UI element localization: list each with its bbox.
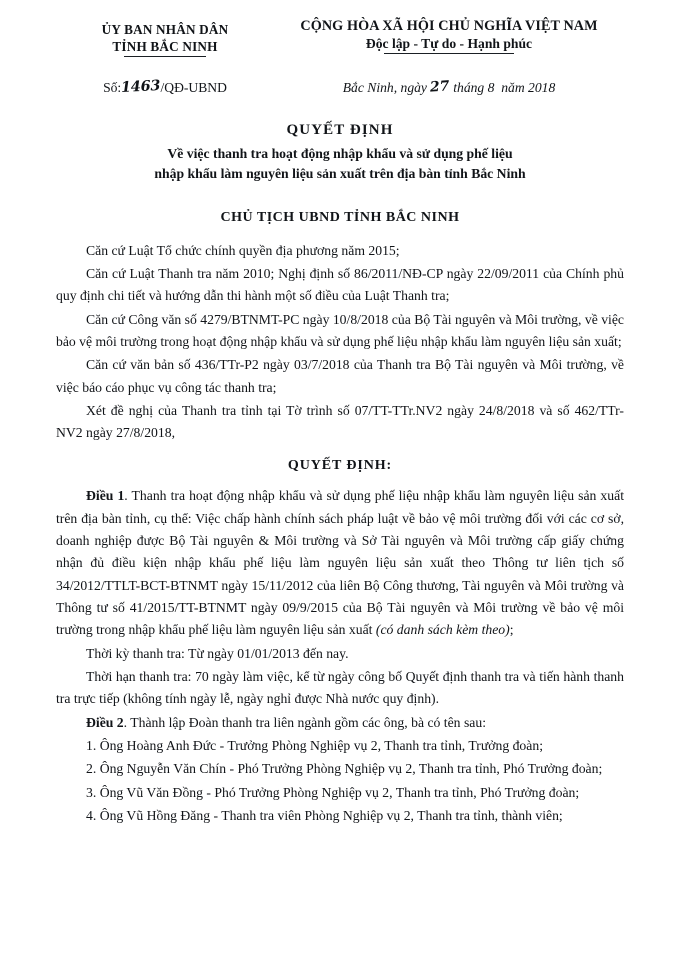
article-2: [56, 712, 624, 734]
document-subtitle: [56, 144, 624, 184]
date-prefix: Bắc Ninh, ngày: [342, 80, 427, 95]
document-date: [274, 80, 624, 96]
title-block: [56, 122, 624, 184]
issuing-organization: [56, 18, 274, 57]
preamble-paragraph-2: Căn cứ Luật Thanh tra năm 2010; Nghị định số 86/2011/NĐ-CP ngày 22/09/2011 của Chính phủ quy định chi tiết và hướng dẫn thi hành một số điều của Luật Thanh tra;: [56, 266, 624, 304]
date-year: 2018: [528, 80, 556, 95]
article-1: [56, 485, 624, 641]
date-day-handwritten: 27: [429, 78, 451, 96]
article-2-label: Điều 2: [86, 714, 124, 730]
preamble-paragraph-1: Căn cứ Luật Tổ chức chính quyền địa phương năm 2015;: [86, 242, 400, 258]
document-subtitle-line-1: Về việc thanh tra hoạt động nhập khẩu và sử dụng phế liệu: [167, 146, 513, 161]
document-subtitle-line-2: nhập khẩu làm nguyên liệu sản xuất trên địa bàn tỉnh Bắc Ninh: [154, 165, 526, 181]
page-title: QUYẾT ĐỊNH: [286, 122, 394, 138]
article-1-text: . Thanh tra hoạt động nhập khẩu và sử dụng phế liệu nhập khẩu làm nguyên liệu sản xuất trên địa bàn tỉnh, cụ thể: Việc chấp hành chính sách pháp luật về bảo vệ môi trường đối với các cơ sở, doanh nghiệp được Bộ Tài nguyên & Môi trường và Sở Tài nguyên và Môi trường cấp giấy chứng nhận đủ điều kiện nhập khẩu phế liệu làm nguyên liệu sản xuất theo Thông tư liên tịch số 34/2012/TTLT-BCT-BTNMT ngày 15/11/2012 của liên Bộ Công thương, Tài nguyên và Môi trường và Thông tư số 41/2015/TT-BTNMT ngày 09/9/2015 của Bộ Tài nguyên và Môi trường về bảo vệ môi trường trong nhập khẩu phế liệu làm nguyên liệu sản xuất: [56, 488, 624, 638]
article-1-label: Điều 1: [86, 488, 125, 504]
date-year-label: năm: [501, 80, 525, 95]
article-1-italic-note: (có danh sách kèm theo): [375, 622, 510, 638]
inspection-team-members: [56, 735, 624, 827]
decision-heading: QUYẾT ĐỊNH:: [287, 457, 393, 473]
document-number-prefix: Số:: [103, 80, 122, 95]
list-item: 2. Ông Nguyễn Văn Chín - Phó Trưởng Phòng Nghiệp vụ 2, Thanh tra tỉnh, Phó Trưởng đoàn;: [86, 761, 603, 777]
article-1-tail: ;: [509, 622, 514, 638]
list-item: 4. Ông Vũ Hồng Đăng - Thanh tra viên Phòng Nghiệp vụ 2, Thanh tra tỉnh, thành viên;: [86, 808, 563, 824]
national-motto: Độc lập - Tự do - Hạnh phúc: [362, 36, 536, 54]
date-month: 8: [487, 80, 495, 95]
national-heading: [274, 18, 624, 54]
inspection-duration: Thời hạn thanh tra: 70 ngày làm việc, kể từ ngày công bố Quyết định thanh tra và tiến hành thanh tra trực tiếp (không tính ngày lễ, ngày nghỉ được Nhà nước quy định).: [56, 669, 624, 707]
document-body: [56, 240, 624, 828]
preamble-paragraph-3: Căn cứ Công văn số 4279/BTNMT-PC ngày 10/8/2018 của Bộ Tài nguyên và Môi trường, về việc bảo vệ môi trường trong hoạt động nhập khẩu và sử dụng phế liệu nhập khẩu làm nguyên liệu sản xuất;: [56, 311, 624, 350]
document-number: [56, 76, 274, 97]
document-header: [56, 18, 624, 57]
list-item: 3. Ông Vũ Văn Đồng - Phó Trưởng Phòng Nghiệp vụ 2, Thanh tra tỉnh, Phó Trưởng đoàn;: [86, 784, 580, 800]
document-meta-row: [56, 76, 624, 97]
inspection-period: Thời kỳ thanh tra: Từ ngày 01/01/2013 đến nay.: [86, 645, 349, 661]
document-number-suffix: /QĐ-UBND: [160, 80, 227, 95]
list-item: 1. Ông Hoàng Anh Đức - Trưởng Phòng Nghiệp vụ 2, Thanh tra tỉnh, Trưởng đoàn;: [86, 738, 543, 754]
preamble-paragraph-4: Căn cứ văn bản số 436/TTr-P2 ngày 03/7/2018 của Thanh tra Bộ Tài nguyên và Môi trường, về việc báo cáo phục vụ công tác thanh tra;: [56, 357, 624, 395]
issuing-authority: CHỦ TỊCH UBND TỈNH BẮC NINH: [220, 209, 460, 225]
national-name: CỘNG HÒA XÃ HỘI CHỦ NGHĨA VIỆT NAM: [300, 18, 598, 34]
article-2-text: . Thành lập Đoàn thanh tra liên ngành gồm các ông, bà có tên sau:: [123, 714, 486, 730]
document-number-handwritten: 1463: [120, 76, 161, 97]
organization-line-1: ỦY BAN NHÂN DÂN: [101, 22, 229, 37]
organization-line-2: TỈNH BẮC NINH: [110, 39, 219, 57]
preamble-paragraph-5: Xét đề nghị của Thanh tra tỉnh tại Tờ trình số 07/TT-TTr.NV2 ngày 24/8/2018 và số 462/TTr-NV2 ngày 27/8/2018,: [56, 403, 624, 441]
date-month-label: tháng: [453, 80, 485, 95]
